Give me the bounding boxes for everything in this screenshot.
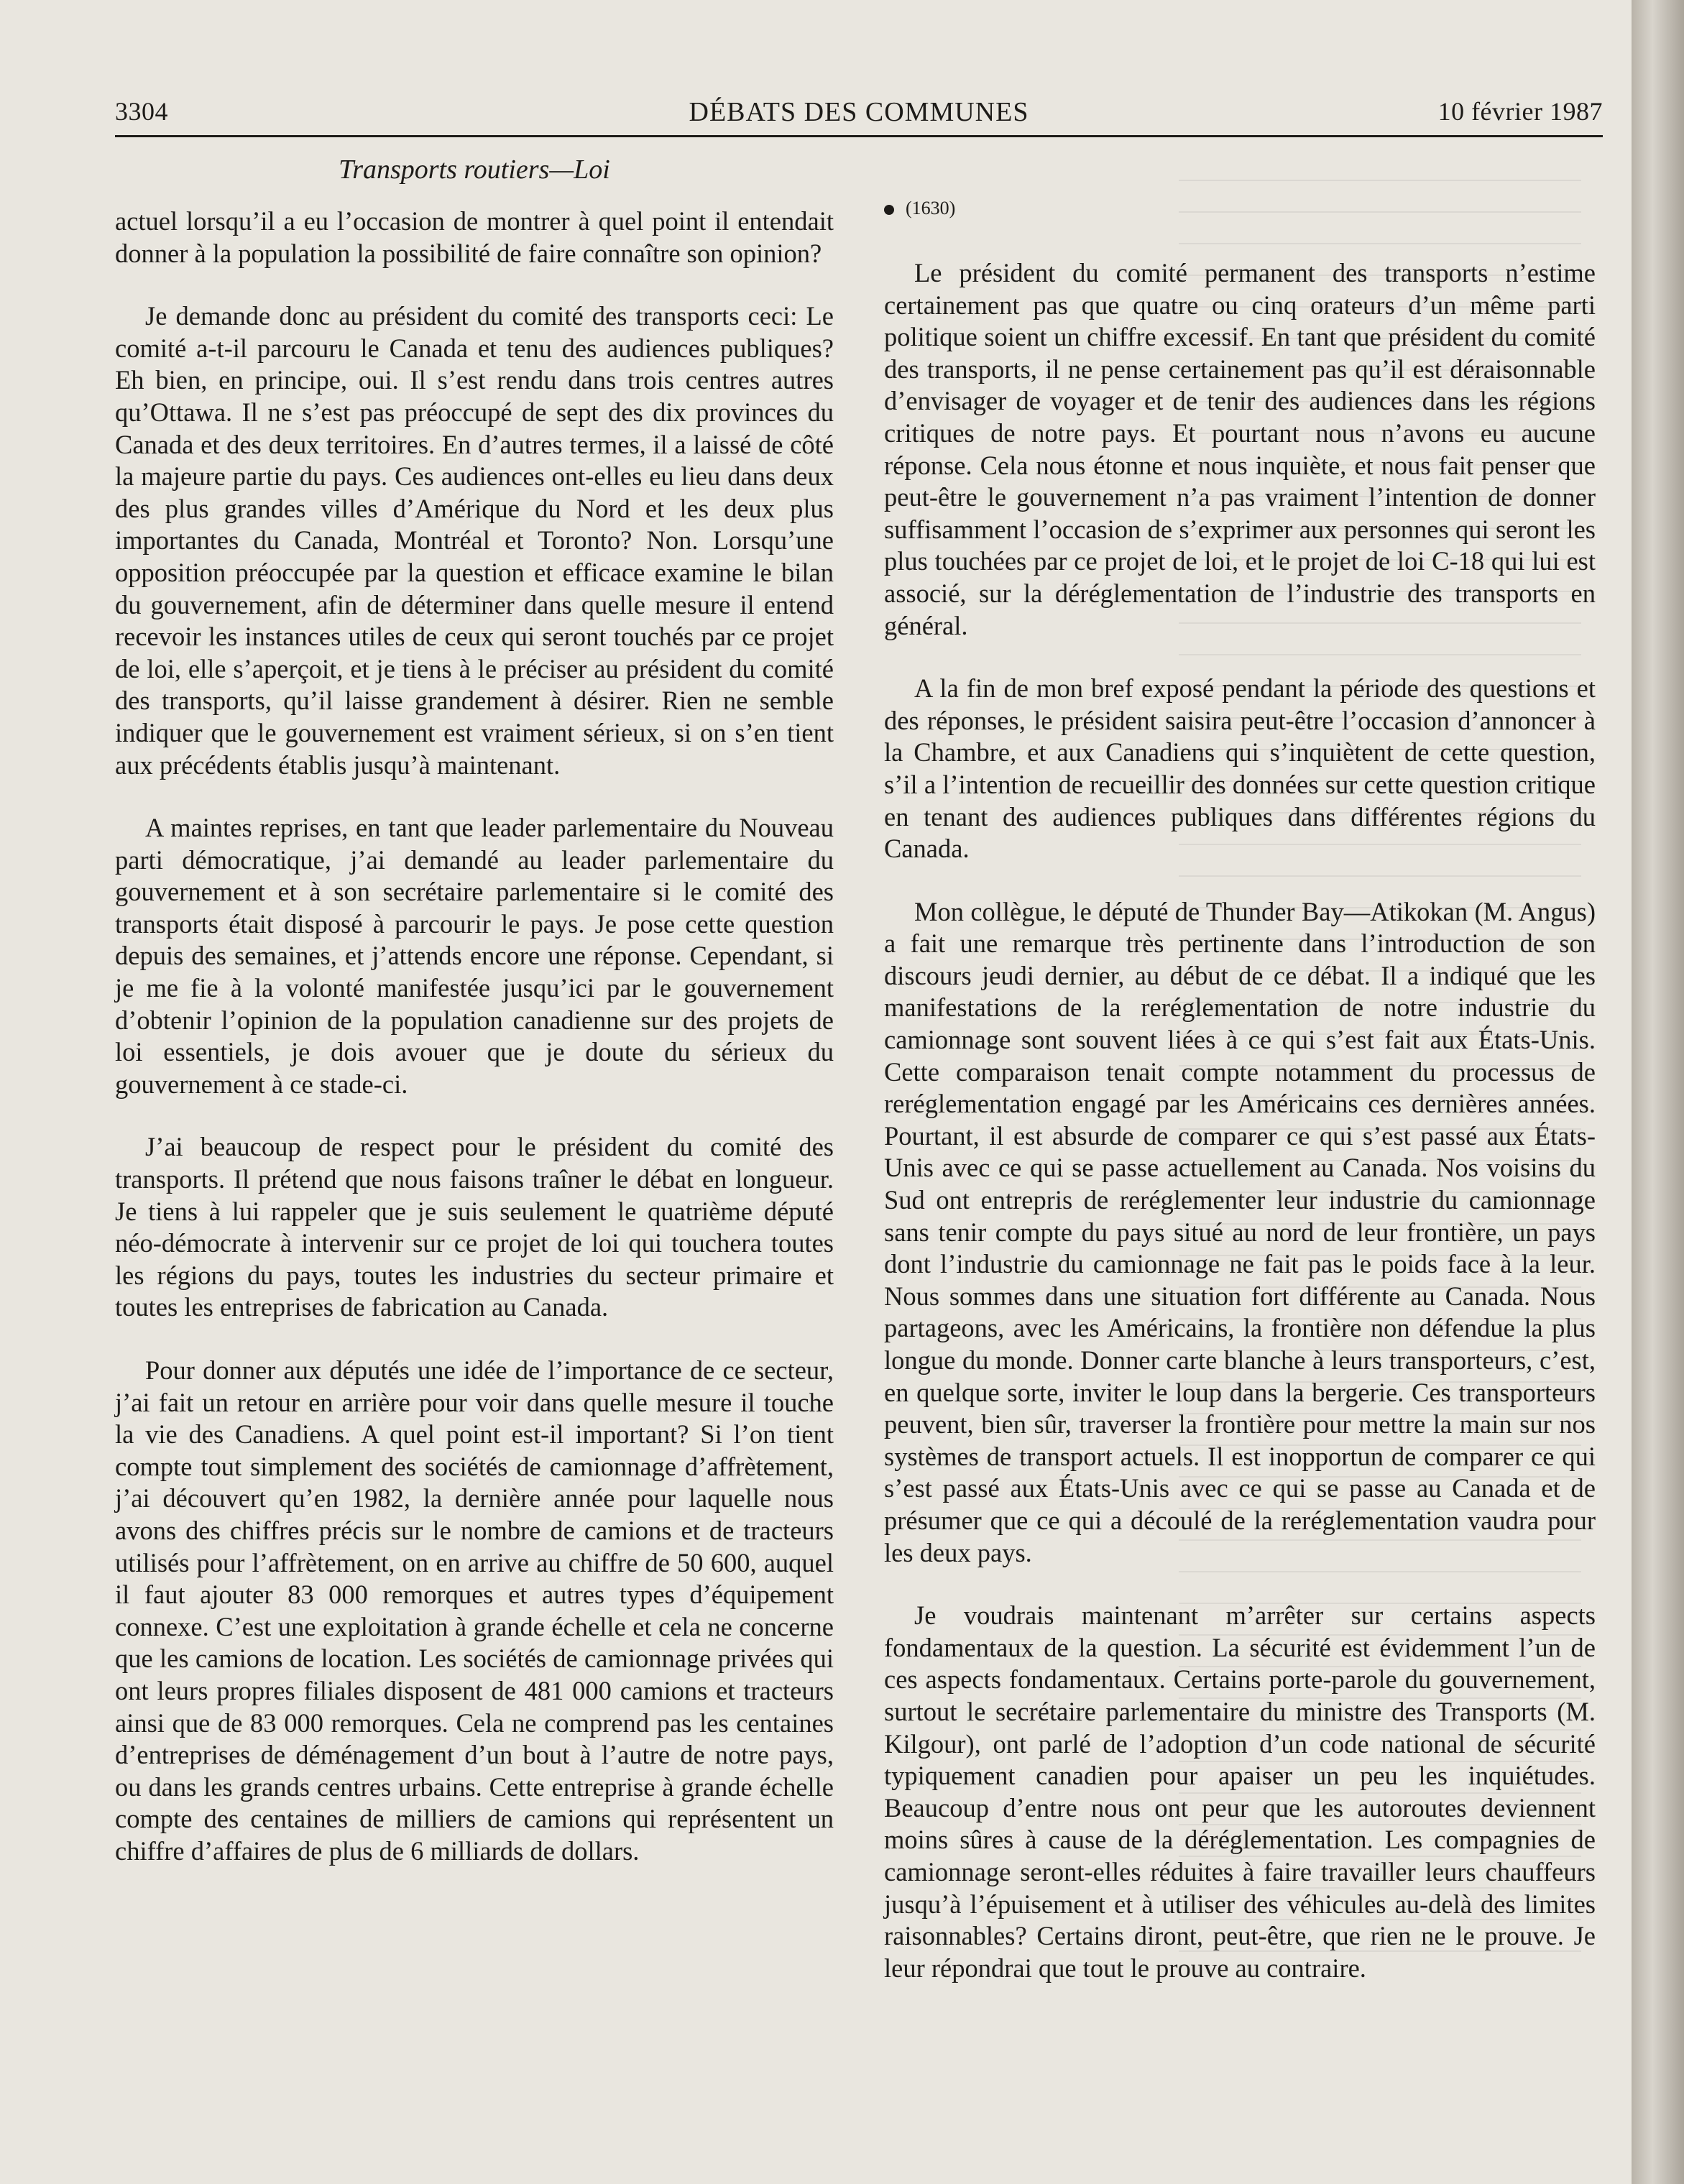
- paragraph: A la fin de mon bref exposé pendant la période des questions et des réponses, le président saisira peut-être l’occasion d’annoncer à la Chambre, et aux Canadiens qui s’inquiètent de cette question, s’il a l’intention de recueillir des données sur cette question critique en tenant des audiences publiques dans différentes régions du Canada.: [884, 673, 1596, 864]
- paragraph: A maintes reprises, en tant que leader parlementaire du Nouveau parti démocratique, j’ai demandé au leader parlementaire du gouvernement et à son secrétaire parlementaire si le comité des transports était disposé à parcourir le pays. Je pose cette question depuis des semaines, et j’attends encore une réponse. Cependant, si je me fie à la volonté manifestée jusqu’ici par le gouvernement d’obtenir l’opinion de la population canadienne sur des projets de loi essentiels, je dois avouer que je doute du sérieux du gouvernement à ce stade-ci.: [115, 813, 834, 1099]
- paragraph: J’ai beaucoup de respect pour le président du comité des transports. Il prétend que nous faisons traîner le débat en longueur. Je tiens à lui rappeler que je suis seulement le quatrième député néo-démocrate à intervenir sur ce projet de loi qui touchera toutes les régions du pays, toutes les industries du secteur primaire et toutes les entreprises de fabrication au Canada.: [115, 1132, 834, 1322]
- right-column: [884, 194, 1596, 2015]
- paragraph: Mon collègue, le député de Thunder Bay—Atikokan (M. Angus) a fait une remarque très pertinente dans l’introduction de son discours jeudi dernier, au début de ce débat. Il a indiqué que les manifestations de la reréglementation de notre industrie du camionnage sont souvent liées à ce qui s’est fait aux États-Unis. Cette comparaison tenait compte notamment du processus de reréglementation engagé par les Américains ces dernières années. Pourtant, il est absurde de comparer ce qui s’est passé aux États-Unis avec ce qui se passe actuellement au Canada. Nos voisins du Sud ont entrepris de reréglementer leur industrie du camionnage sans tenir compte du pays situé au nord de leur frontière, un pays dont l’industrie du camionnage ne fait pas le poids face à la leur. Nous sommes dans une situation fort différente au Canada. Nous partageons, avec les Américains, la frontière non défendue la plus longue du monde. Donner carte blanche à leurs transporteurs, c’est, en quelque sorte, inviter le loup dans la bergerie. Ces transporteurs peuvent, bien sûr, traverser la frontière pour mettre la main sur nos systèmes de transport actuels. Il est inopportun de comparer ce qui s’est passé aux États-Unis avec ce qui se passe au Canada et de présumer que ce qui a découlé de la reréglementation vaudra pour les deux pays.: [884, 896, 1596, 1567]
- time-marker-label: (1630): [906, 198, 956, 218]
- paragraph: Je demande donc au président du comité des transports ceci: Le comité a-t-il parcouru le Canada et tenu des audiences publiques? Eh bien, en principe, oui. Il s’est rendu dans trois centres autres qu’Ottawa. Il ne s’est pas préoccupé de sept des dix provinces du Canada et des deux territoires. En d’autres termes, il a laissé de côté la majeure partie du pays. Ces audiences ont-elles eu lieu dans deux des plus grandes villes d’Amérique du Nord et les deux plus importantes du Canada, Montréal et Toronto? Non. Lorsqu’une opposition préoccupée par la question et efficace examine le bilan du gouvernement, afin de déterminer dans quelle mesure il entend recevoir les instances utiles de ceux qui seront touchés par ce projet de loi, elle s’aperçoit, et je tiens à le préciser au président du comité des transports, qu’il laisse grandement à désirer. Rien ne semble indiquer que le gouvernement est vraiment sérieux, si on s’en tient aux précédents établis jusqu’à maintenant.: [115, 301, 834, 780]
- journal-title: DÉBATS DES COMMUNES: [689, 97, 1029, 127]
- book-binding-edge: [1632, 0, 1684, 2184]
- header-date: 10 février 1987: [1437, 97, 1603, 126]
- bullet-icon: [884, 205, 894, 215]
- paragraph: Le président du comité permanent des transports n’estime certainement pas que quatre ou cinq orateurs d’un même parti politique soient un chiffre excessif. En tant que président du comité des transports, il ne pense certainement pas qu’il est déraisonnable d’envisager de voyager et de tenir des audiences dans les régions critiques de notre pays. Et pourtant nous n’avons eu aucune réponse. Cela nous étonne et nous inquiète, et nous fait penser que peut-être le gouvernement n’a pas vraiment l’intention de donner suffisamment l’occasion de s’exprimer aux personnes qui seront les plus touchées par ce projet de loi, et le projet de loi C-18 qui lui est associé, sur la déréglementation de l’industrie des transports en général.: [884, 258, 1596, 640]
- page-number: 3304: [115, 97, 168, 126]
- left-column: [115, 206, 834, 1899]
- time-marker: [884, 194, 1596, 223]
- paragraph: actuel lorsqu’il a eu l’occasion de montrer à quel point il entendait donner à la population la possibilité de faire connaître son opinion?: [115, 206, 834, 268]
- section-subheading: Transports routiers—Loi: [339, 155, 610, 185]
- paragraph: Je voudrais maintenant m’arrêter sur certains aspects fondamentaux de la question. La sécurité est évidemment l’un de ces aspects fondamentaux. Certains porte-parole du gouvernement, surtout le secrétaire parlementaire du ministre des Transports (M. Kilgour), ont parlé de l’adoption d’un code national de sécurité typiquement canadien pour apaiser un peu les inquiétudes. Beaucoup d’entre nous ont peur que les autoroutes deviennent moins sûres à cause de la déréglementation. Les compagnies de camionnage seront-elles réduites à faire travailler leurs chauffeurs jusqu’à l’épuisement et à utiliser des véhicules au-delà des limites raisonnables? Certains diront, peut-être, que rien ne le prouve. Je leur répondrai que tout le prouve au contraire.: [884, 1600, 1596, 1983]
- page-header: [115, 92, 1603, 137]
- paragraph: Pour donner aux députés une idée de l’importance de ce secteur, j’ai fait un retour en arrière pour voir dans quelle mesure il touche la vie des Canadiens. A quel point est-il important? Si l’on tient compte tout simplement des sociétés de camionnage d’affrètement, j’ai découvert qu’en 1982, la dernière année pour laquelle nous avons des chiffres précis sur le nombre de camions et de tracteurs utilisés pour l’affrètement, on en arrive au chiffre de 50 600, auquel il faut ajouter 83 000 remorques et autres types d’équipement connexe. C’est une exploitation à grande échelle et cela ne concerne que les camions de location. Les sociétés de camionnage privées qui ont leurs propres filiales disposent de 481 000 camions et tracteurs ainsi que de 83 000 remorques. Cela ne comprend pas les centaines d’entreprises de déménagement d’un bout à l’autre de notre pays, ou dans les grands centres urbains. Cette entreprise à grande échelle compte des centaines de milliers de camions qui représentent un chiffre d’affaires de plus de 6 milliards de dollars.: [115, 1355, 834, 1866]
